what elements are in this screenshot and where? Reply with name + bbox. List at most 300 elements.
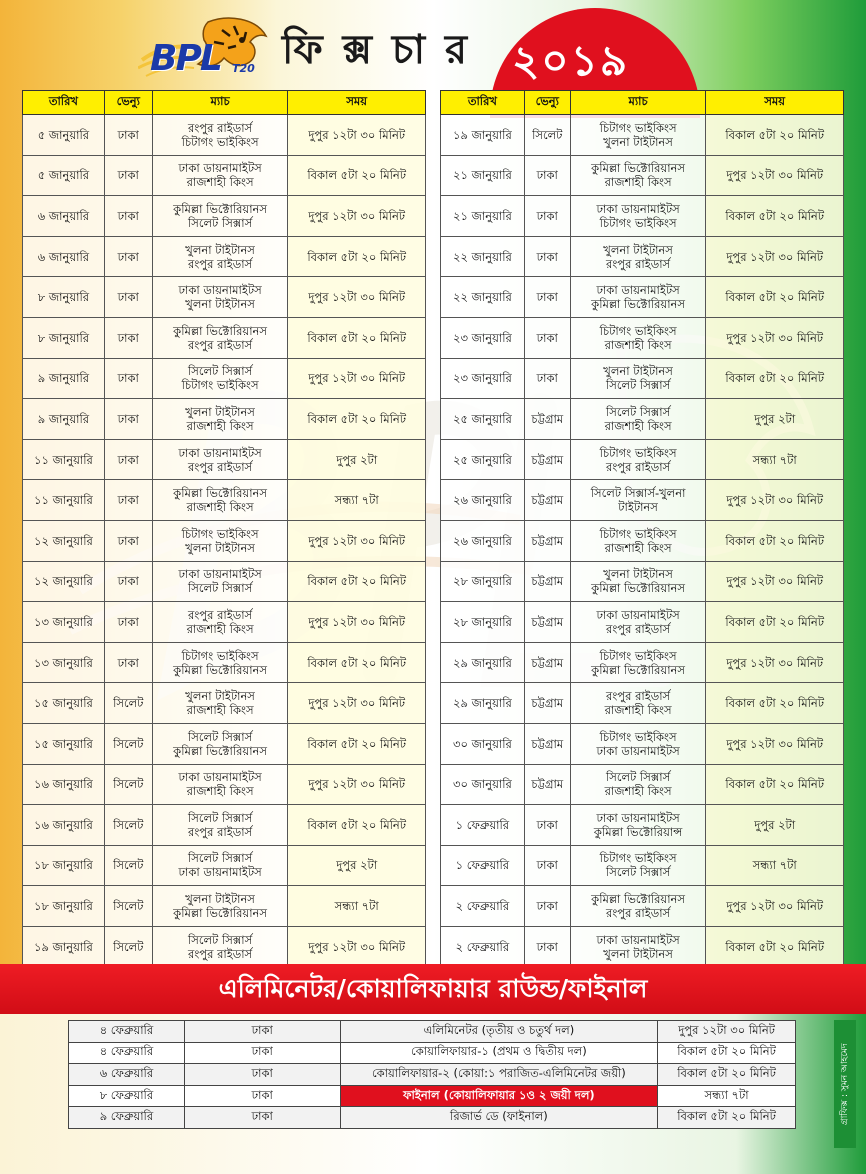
fixture-date: ১৯ জানুয়ারি — [23, 926, 105, 967]
fixture-venue: চট্টগ্রাম — [524, 520, 570, 561]
fixture-time: দুপুর ১২টা ৩০ মিনিট — [288, 683, 426, 724]
year-label: ২০১৯ — [512, 36, 630, 85]
fixture-venue: ঢাকা — [104, 480, 152, 521]
fixture-time: দুপুর ২টা — [706, 805, 844, 846]
team-away: সিলেট সিক্সার্স — [187, 581, 253, 596]
playoff-time: দুপুর ১২টা ৩০ মিনিট — [658, 1021, 796, 1043]
fixture-match — [570, 926, 706, 967]
fixture-venue: ঢাকা — [104, 155, 152, 196]
fixture-time: দুপুর ১২টা ৩০ মিনিট — [706, 317, 844, 358]
fixture-match — [152, 642, 288, 683]
fixture-date: ২৩ জানুয়ারি — [441, 317, 525, 358]
fixture-venue: ঢাকা — [524, 886, 570, 927]
table-row — [23, 277, 426, 318]
team-away: রংপুর রাইডার্স — [188, 824, 253, 839]
fixture-match — [570, 561, 706, 602]
fixture-date: ২১ জানুয়ারি — [441, 196, 525, 237]
team-away: রাজশাহী কিংস — [604, 175, 672, 190]
team-home: খুলনা টাইটানস — [603, 567, 673, 582]
team-away: রাজশাহী কিংস — [604, 337, 672, 352]
fixture-date: ৯ জানুয়ারি — [23, 358, 105, 399]
fixture-date: ২২ জানুয়ারি — [441, 236, 525, 277]
table-row — [441, 723, 844, 764]
table-row — [441, 155, 844, 196]
team-home: ঢাকা ডায়নামাইটস — [596, 932, 680, 947]
fixture-match — [570, 886, 706, 927]
team-home: চিটাগং ভাইকিংস — [599, 851, 677, 866]
team-home: ঢাকা ডায়নামাইটস — [178, 161, 262, 176]
fixture-time: দুপুর ১২টা ৩০ মিনিট — [706, 155, 844, 196]
team-home: সিলেট সিক্সার্স — [187, 810, 253, 825]
fixture-date: ২৬ জানুয়ারি — [441, 520, 525, 561]
fixture-venue: চট্টগ্রাম — [524, 561, 570, 602]
table-row — [69, 1042, 796, 1064]
fixture-match — [570, 196, 706, 237]
fixture-date: ২৮ জানুয়ারি — [441, 602, 525, 643]
fixture-time: দুপুর ২টা — [706, 399, 844, 440]
table-row — [23, 926, 426, 967]
fixture-time: বিকাল ৫টা ২০ মিনিট — [288, 317, 426, 358]
fixture-time: বিকাল ৫টা ২০ মিনিট — [288, 236, 426, 277]
table-row — [441, 602, 844, 643]
table-row — [441, 115, 844, 156]
team-home: কুমিল্লা ভিক্টোরিয়ানস — [591, 161, 685, 176]
table-row — [23, 602, 426, 643]
table-row — [23, 764, 426, 805]
team-away: কুমিল্লা ভিক্টোরিয়ান্স — [593, 824, 683, 839]
table-row — [441, 196, 844, 237]
fixture-venue: ঢাকা — [104, 520, 152, 561]
fixture-time: দুপুর ১২টা ৩০ মিনিট — [288, 602, 426, 643]
table-row — [441, 926, 844, 967]
table-row — [441, 520, 844, 561]
fixture-venue: ঢাকা — [104, 561, 152, 602]
team-away: রাজশাহী কিংস — [186, 175, 254, 190]
team-home: কুমিল্লা ভিক্টোরিয়ানস — [173, 323, 268, 338]
fixture-venue: সিলেট — [104, 845, 152, 886]
table-row — [441, 561, 844, 602]
fixture-venue: ঢাকা — [524, 196, 570, 237]
fixture-time: বিকাল ৫টা ২০ মিনিট — [706, 277, 844, 318]
table-row — [23, 317, 426, 358]
fixture-match — [570, 602, 706, 643]
fixture-time: সন্ধ্যা ৭টা — [288, 480, 426, 521]
team-home: ঢাকা ডায়নামাইটস — [178, 567, 262, 582]
fixture-match — [152, 805, 288, 846]
fixture-venue: ঢাকা — [104, 236, 152, 277]
fixture-time: দুপুর ১২টা ৩০ মিনিট — [706, 561, 844, 602]
fixture-time: দুপুর ২টা — [288, 845, 426, 886]
table-row — [441, 805, 844, 846]
team-away: ঢাকা ডায়নামাইটস — [596, 743, 680, 758]
playoffs-banner: এলিমিনেটর/কোয়ালিফায়ার রাউন্ড/ফাইনাল — [0, 964, 866, 1014]
team-away: খুলনা টাইটানস — [185, 297, 255, 312]
team-away: কুমিল্লা ভিক্টোরিয়ানস — [173, 743, 268, 758]
table-row — [23, 886, 426, 927]
fixture-match — [152, 764, 288, 805]
table-row — [441, 764, 844, 805]
team-away: খুলনা টাইটানস — [603, 134, 673, 149]
column-header-venue: ভেন্যু — [104, 91, 152, 115]
table-row — [441, 358, 844, 399]
team-away: চিটাগং ভাইকিংস — [599, 215, 677, 230]
fixture-time: দুপুর ১২টা ৩০ মিনিট — [706, 236, 844, 277]
fixtures-table-right — [440, 90, 844, 967]
team-home: চিটাগং ভাইকিংস — [599, 120, 677, 135]
fixture-match — [570, 764, 706, 805]
team-home: কুমিল্লা ভিক্টোরিয়ানস — [173, 486, 268, 501]
playoff-venue: ঢাকা — [184, 1042, 340, 1064]
table-row — [441, 236, 844, 277]
fixture-match — [570, 236, 706, 277]
team-away: রাজশাহী কিংস — [186, 784, 254, 799]
fixture-time: দুপুর ১২টা ৩০ মিনিট — [706, 723, 844, 764]
team-home: সিলেট সিক্সার্স-খুলনা — [590, 486, 686, 501]
fixture-venue: সিলেট — [104, 764, 152, 805]
table-row — [23, 480, 426, 521]
fixture-date: ১৮ জানুয়ারি — [23, 845, 105, 886]
table-row — [23, 196, 426, 237]
column-header-date: তারিখ — [441, 91, 525, 115]
fixture-venue: চট্টগ্রাম — [524, 683, 570, 724]
table-row — [69, 1021, 796, 1043]
team-home: খুলনা টাইটানস — [603, 242, 673, 257]
fixture-date: ১৯ জানুয়ারি — [441, 115, 525, 156]
fixture-venue: চট্টগ্রাম — [524, 480, 570, 521]
fixture-date: ৫ জানুয়ারি — [23, 115, 105, 156]
fixture-time: দুপুর ১২টা ৩০ মিনিট — [288, 277, 426, 318]
fixture-date: ২ ফেব্রুয়ারি — [441, 926, 525, 967]
fixture-time: বিকাল ৫টা ২০ মিনিট — [706, 115, 844, 156]
fixture-match — [570, 642, 706, 683]
table-row — [23, 805, 426, 846]
team-away: রাজশাহী কিংস — [604, 784, 672, 799]
fixture-time: দুপুর ১২টা ৩০ মিনিট — [288, 764, 426, 805]
table-row — [441, 439, 844, 480]
playoff-time: সন্ধ্যা ৭টা — [658, 1085, 796, 1107]
playoff-date: ৯ ফেব্রুয়ারি — [69, 1107, 185, 1129]
fixture-match — [570, 480, 706, 521]
fixture-match — [152, 683, 288, 724]
fixture-match — [570, 683, 706, 724]
column-header-match: ম্যাচ — [152, 91, 288, 115]
team-home: চিটাগং ভাইকিংস — [599, 445, 677, 460]
fixture-date: ১৫ জানুয়ারি — [23, 723, 105, 764]
fixture-match — [152, 480, 288, 521]
fixture-venue: ঢাকা — [104, 399, 152, 440]
table-row — [441, 845, 844, 886]
fixture-time: বিকাল ৫টা ২০ মিনিট — [288, 642, 426, 683]
fixture-match — [570, 358, 706, 399]
fixture-match — [152, 399, 288, 440]
column-header-time: সময় — [288, 91, 426, 115]
team-away: রংপুর রাইডার্স — [606, 621, 671, 636]
team-home: কুমিল্লা ভিক্টোরিয়ানস — [591, 892, 685, 907]
fixture-match — [570, 277, 706, 318]
table-row — [23, 723, 426, 764]
page-title: ফি ক্স চা র — [282, 27, 471, 73]
fixture-date: ১১ জানুয়ারি — [23, 439, 105, 480]
fixture-venue: ঢাকা — [524, 805, 570, 846]
fixture-date: ৮ জানুয়ারি — [23, 277, 105, 318]
fixture-venue: ঢাকা — [104, 439, 152, 480]
fixture-time: দুপুর ২টা — [288, 439, 426, 480]
table-row — [441, 480, 844, 521]
team-away: চিটাগং ভাইকিংস — [181, 134, 259, 149]
playoff-date: ৮ ফেব্রুয়ারি — [69, 1085, 185, 1107]
fixture-date: ২ ফেব্রুয়ারি — [441, 886, 525, 927]
fixture-match — [152, 155, 288, 196]
playoff-venue: ঢাকা — [184, 1085, 340, 1107]
fixture-match — [570, 439, 706, 480]
fixture-date: ১২ জানুয়ারি — [23, 561, 105, 602]
fixture-date: ১৫ জানুয়ারি — [23, 683, 105, 724]
fixture-date: ২১ জানুয়ারি — [441, 155, 525, 196]
fixture-venue: সিলেট — [104, 805, 152, 846]
fixture-match — [152, 845, 288, 886]
fixture-venue: ঢাকা — [104, 196, 152, 237]
fixture-match — [152, 358, 288, 399]
fixture-match — [152, 886, 288, 927]
table-row — [23, 520, 426, 561]
fixture-date: ২৮ জানুয়ারি — [441, 561, 525, 602]
team-away: রাজশাহী কিংস — [604, 703, 672, 718]
team-home: চিটাগং ভাইকিংস — [599, 526, 677, 541]
table-row — [441, 399, 844, 440]
fixture-venue: ঢাকা — [524, 277, 570, 318]
fixture-venue: ঢাকা — [524, 926, 570, 967]
team-away: কুমিল্লা ভিক্টোরিয়ানস — [173, 906, 268, 921]
table-row — [23, 642, 426, 683]
fixture-match — [570, 520, 706, 561]
fixtures-table-left — [22, 90, 426, 967]
fixture-date: ১২ জানুয়ারি — [23, 520, 105, 561]
fixture-venue: চট্টগ্রাম — [524, 439, 570, 480]
table-row — [23, 115, 426, 156]
fixture-venue: সিলেট — [104, 886, 152, 927]
team-home: সিলেট সিক্সার্স — [605, 770, 671, 785]
fixture-date: ২৯ জানুয়ারি — [441, 683, 525, 724]
fixture-venue: ঢাকা — [524, 236, 570, 277]
team-home: খুলনা টাইটানস — [185, 242, 255, 257]
playoff-venue: ঢাকা — [184, 1021, 340, 1043]
team-home: ঢাকা ডায়নামাইটস — [596, 283, 680, 298]
fixture-match — [152, 277, 288, 318]
column-header-time: সময় — [706, 91, 844, 115]
fixture-date: ৮ জানুয়ারি — [23, 317, 105, 358]
team-away: কুমিল্লা ভিক্টোরিয়ানস — [173, 662, 268, 677]
fixture-venue: সিলেট — [524, 115, 570, 156]
fixture-time: দুপুর ১২টা ৩০ মিনিট — [288, 926, 426, 967]
team-home: সিলেট সিক্সার্স — [187, 364, 253, 379]
fixture-venue: ঢাকা — [104, 642, 152, 683]
table-row — [441, 886, 844, 927]
fixture-time: বিকাল ৫টা ২০ মিনিট — [706, 683, 844, 724]
fixture-time: সন্ধ্যা ৭টা — [706, 845, 844, 886]
team-home: খুলনা টাইটানস — [603, 364, 673, 379]
playoff-time: বিকাল ৫টা ২০ মিনিট — [658, 1064, 796, 1086]
team-away: রাজশাহী কিংস — [186, 500, 254, 515]
fixture-time: দুপুর ১২টা ৩০ মিনিট — [706, 642, 844, 683]
fixture-date: ২২ জানুয়ারি — [441, 277, 525, 318]
fixture-time: বিকাল ৫টা ২০ মিনিট — [288, 399, 426, 440]
table-row — [23, 845, 426, 886]
team-home: সিলেট সিক্সার্স — [187, 729, 253, 744]
team-away: কুমিল্লা ভিক্টোরিয়ানস — [591, 662, 685, 677]
fixture-venue: সিলেট — [104, 723, 152, 764]
team-home: সিলেট সিক্সার্স — [605, 404, 671, 419]
fixture-time: দুপুর ১২টা ৩০ মিনিট — [288, 358, 426, 399]
team-away: খুলনা টাইটানস — [603, 946, 673, 961]
column-header-venue: ভেন্যু — [524, 91, 570, 115]
fixture-date: ১১ জানুয়ারি — [23, 480, 105, 521]
playoff-time: বিকাল ৫টা ২০ মিনিট — [658, 1042, 796, 1064]
fixture-match — [152, 236, 288, 277]
fixture-match — [152, 602, 288, 643]
team-away: সিলেট সিক্সার্স — [605, 865, 671, 880]
team-home: খুলনা টাইটানস — [185, 689, 255, 704]
fixture-date: ৬ জানুয়ারি — [23, 236, 105, 277]
fixture-time: বিকাল ৫টা ২০ মিনিট — [288, 561, 426, 602]
table-row — [441, 642, 844, 683]
fixture-time: দুপুর ১২টা ৩০ মিনিট — [288, 196, 426, 237]
column-header-date: তারিখ — [23, 91, 105, 115]
team-away: রাজশাহী কিংস — [186, 621, 254, 636]
fixture-time: বিকাল ৫টা ২০ মিনিট — [288, 155, 426, 196]
team-away: সিলেট সিক্সার্স — [605, 378, 671, 393]
fixture-match — [570, 115, 706, 156]
fixture-venue: ঢাকা — [524, 155, 570, 196]
playoff-time: বিকাল ৫টা ২০ মিনিট — [658, 1107, 796, 1129]
fixture-match — [152, 115, 288, 156]
team-away: রংপুর রাইডার্স — [188, 256, 253, 271]
team-home: কুমিল্লা ভিক্টোরিয়ানস — [173, 201, 268, 216]
fixture-match — [152, 561, 288, 602]
fixture-date: ১৩ জানুয়ারি — [23, 642, 105, 683]
team-away: সিলেট সিক্সার্স — [187, 215, 253, 230]
team-home: ঢাকা ডায়নামাইটস — [596, 201, 680, 216]
fixture-date: ১ ফেব্রুয়ারি — [441, 845, 525, 886]
fixture-match — [152, 520, 288, 561]
fixture-date: ২৯ জানুয়ারি — [441, 642, 525, 683]
fixture-date: ২৫ জানুয়ারি — [441, 399, 525, 440]
team-home: খুলনা টাইটানস — [185, 892, 255, 907]
playoffs-table — [68, 1020, 796, 1129]
fixture-date: ৩০ জানুয়ারি — [441, 764, 525, 805]
poster-header — [0, 0, 866, 88]
fixture-date: ১৬ জানুয়ারি — [23, 805, 105, 846]
team-home: চিটাগং ভাইকিংস — [599, 323, 677, 338]
team-away: রাজশাহী কিংস — [604, 418, 672, 433]
fixture-match — [152, 317, 288, 358]
fixture-venue: ঢাকা — [524, 845, 570, 886]
team-away: রংপুর রাইডার্স — [188, 337, 253, 352]
fixture-date: ২৩ জানুয়ারি — [441, 358, 525, 399]
playoff-match: ফাইনাল (কোয়ালিফায়ার ১ও ২ জয়ী দল) — [340, 1085, 658, 1107]
fixture-venue: চট্টগ্রাম — [524, 764, 570, 805]
table-row — [23, 358, 426, 399]
fixture-venue: ঢাকা — [104, 115, 152, 156]
fixture-time: বিকাল ৫টা ২০ মিনিট — [706, 358, 844, 399]
fixture-venue: ঢাকা — [104, 317, 152, 358]
playoff-match: কোয়ালিফায়ার-২ (কোয়া:১ পরাজিত-এলিমিনেটর জয়ী) — [340, 1064, 658, 1086]
table-row — [69, 1107, 796, 1129]
team-away: চিটাগং ভাইকিংস — [181, 378, 259, 393]
team-home: ঢাকা ডায়নামাইটস — [596, 810, 680, 825]
fixture-time: সন্ধ্যা ৭টা — [706, 439, 844, 480]
team-away: রাজশাহী কিংস — [604, 540, 672, 555]
playoff-match: কোয়ালিফায়ার-১ (প্রথম ও দ্বিতীয় দল) — [340, 1042, 658, 1064]
fixture-venue: চট্টগ্রাম — [524, 723, 570, 764]
team-home: চিটাগং ভাইকিংস — [599, 729, 677, 744]
team-away: রংপুর রাইডার্স — [188, 946, 253, 961]
table-row — [441, 317, 844, 358]
playoff-venue: ঢাকা — [184, 1107, 340, 1129]
fixture-date: ৬ জানুয়ারি — [23, 196, 105, 237]
team-home: চিটাগং ভাইকিংস — [181, 648, 259, 663]
fixture-date: ১৮ জানুয়ারি — [23, 886, 105, 927]
team-away: রাজশাহী কিংস — [186, 703, 254, 718]
fixture-match — [570, 399, 706, 440]
table-header-row — [23, 91, 426, 115]
team-home: ঢাকা ডায়নামাইটস — [178, 445, 262, 460]
team-away: রাজশাহী কিংস — [186, 418, 254, 433]
fixture-time: বিকাল ৫টা ২০ মিনিট — [288, 723, 426, 764]
team-away: খুলনা টাইটানস — [185, 540, 255, 555]
team-home: রংপুর রাইডার্স — [188, 607, 253, 622]
team-away: টাইটানস — [618, 500, 658, 515]
fixture-match — [152, 196, 288, 237]
graphics-credit: গ্রাফিক্স : সুমন আহমেদ — [834, 1020, 856, 1148]
playoff-venue: ঢাকা — [184, 1064, 340, 1086]
team-home: ঢাকা ডায়নামাইটস — [178, 770, 262, 785]
playoff-date: ৬ ফেব্রুয়ারি — [69, 1064, 185, 1086]
team-away: কুমিল্লা ভিক্টোরিয়ানস — [591, 297, 685, 312]
fixture-venue: ঢাকা — [524, 358, 570, 399]
bpl-logo-text: BPL — [150, 38, 221, 79]
fixture-time: বিকাল ৫টা ২০ মিনিট — [706, 196, 844, 237]
team-away: রংপুর রাইডার্স — [606, 906, 671, 921]
fixture-time: দুপুর ১২টা ৩০ মিনিট — [706, 480, 844, 521]
fixture-match — [570, 845, 706, 886]
team-home: সিলেট সিক্সার্স — [187, 932, 253, 947]
fixture-venue: ঢাকা — [104, 602, 152, 643]
fixture-match — [152, 723, 288, 764]
fixture-venue: সিলেট — [104, 926, 152, 967]
fixture-match — [152, 926, 288, 967]
fixture-time: দুপুর ১২টা ৩০ মিনিট — [288, 115, 426, 156]
fixture-date: ২৬ জানুয়ারি — [441, 480, 525, 521]
fixture-time: সন্ধ্যা ৭টা — [288, 886, 426, 927]
fixture-date: ৫ জানুয়ারি — [23, 155, 105, 196]
table-header-row — [441, 91, 844, 115]
team-away: রংপুর রাইডার্স — [188, 459, 253, 474]
fixture-time: বিকাল ৫টা ২০ মিনিট — [288, 805, 426, 846]
fixture-date: ১৬ জানুয়ারি — [23, 764, 105, 805]
fixture-venue: ঢাকা — [104, 358, 152, 399]
fixture-match — [570, 723, 706, 764]
table-row — [23, 561, 426, 602]
table-row — [441, 277, 844, 318]
team-home: রংপুর রাইডার্স — [188, 120, 253, 135]
team-home: খুলনা টাইটানস — [185, 404, 255, 419]
fixture-time: বিকাল ৫টা ২০ মিনিট — [706, 520, 844, 561]
fixture-match — [570, 155, 706, 196]
fixture-time: বিকাল ৫টা ২০ মিনিট — [706, 926, 844, 967]
team-home: সিলেট সিক্সার্স — [187, 851, 253, 866]
team-away: রংপুর রাইডার্স — [606, 256, 671, 271]
team-home: চিটাগং ভাইকিংস — [599, 648, 677, 663]
